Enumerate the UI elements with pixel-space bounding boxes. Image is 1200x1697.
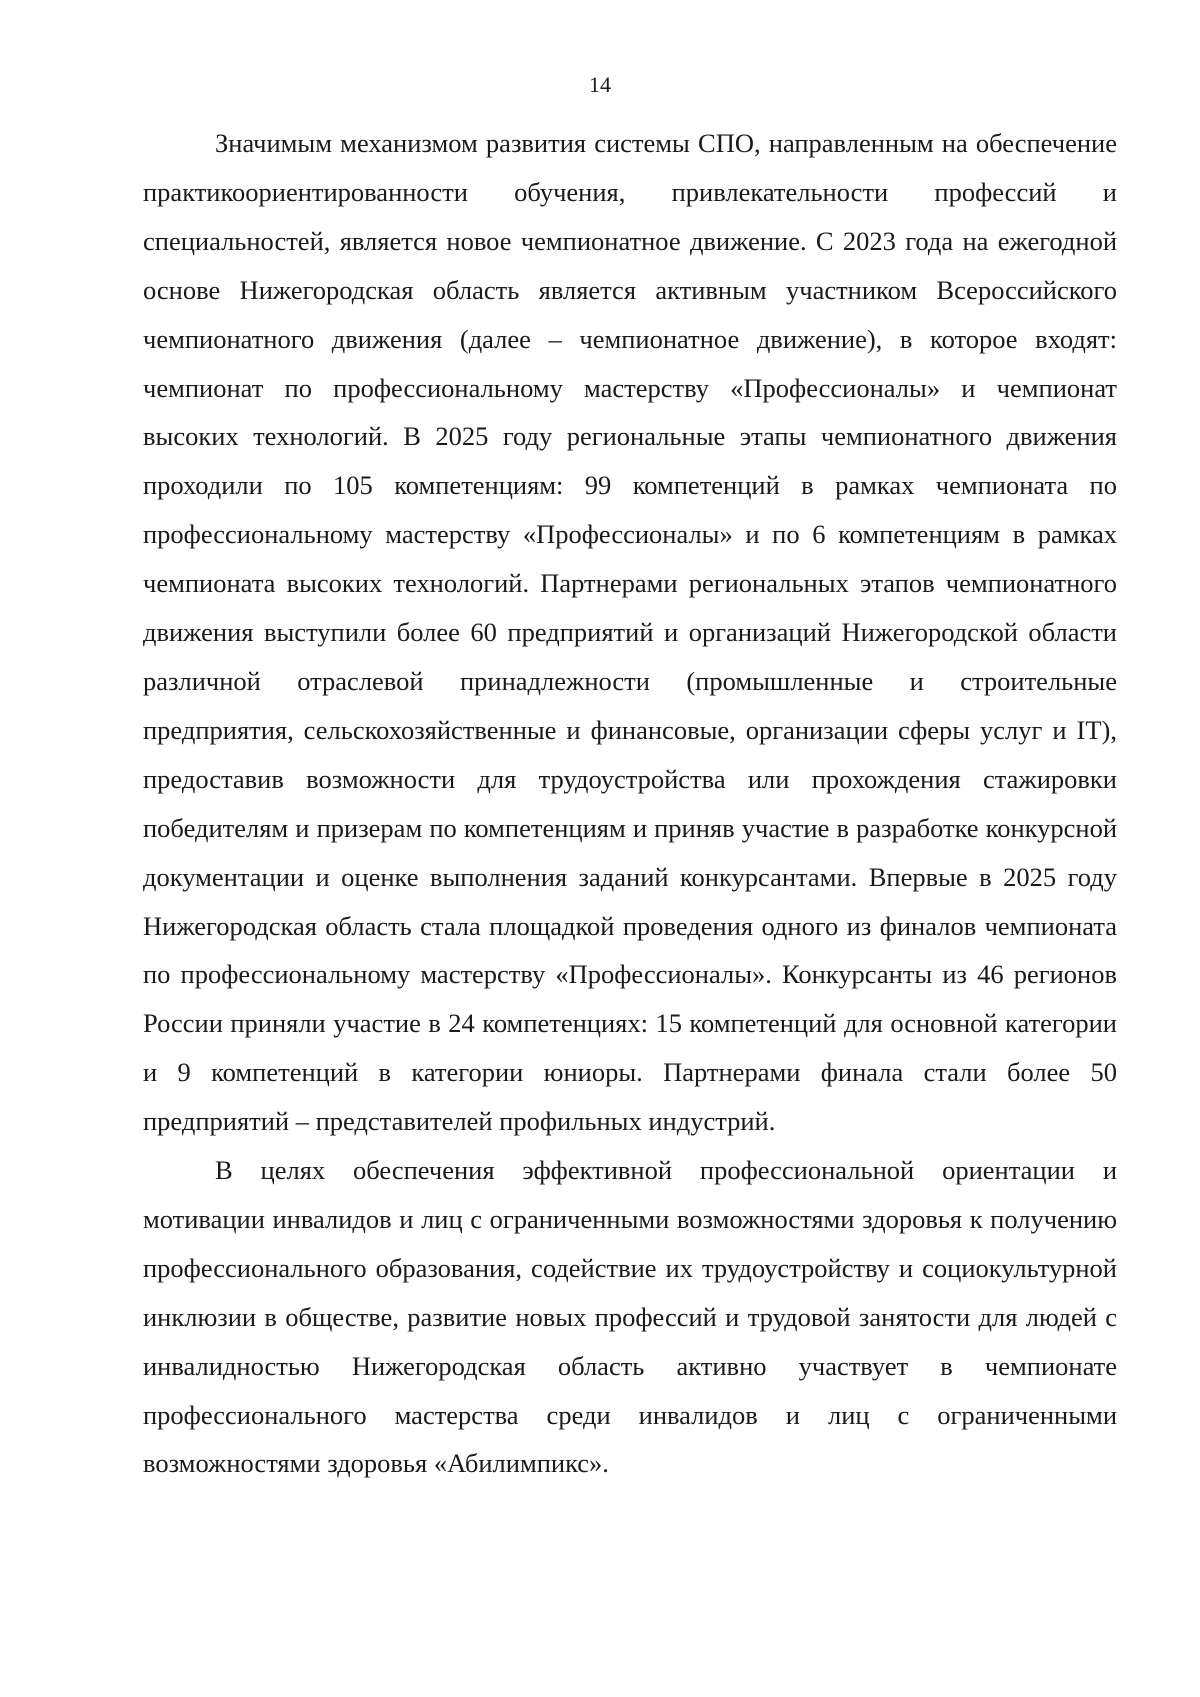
- body-text: [143, 119, 1117, 1488]
- paragraph-championship-movement: Значимым механизмом развития системы СПО, направленным на обеспечение практикоориентированности обучения, привлекательности профессий и специальностей, является новое чемпионатное движение. С 2023 года на ежегодной основе Нижегородская область является активным участником Всероссийского чемпионатного движения (далее – чемпионатное движение), в которое входят: чемпионат по профессиональному мастерству «Профессионалы» и чемпионат высоких технологий. В 2025 году региональные этапы чемпионатного движения проходили по 105 компетенциям: 99 компетенций в рамках чемпионата по профессиональному мастерству «Профессионалы» и по 6 компетенциям в рамках чемпионата высоких технологий. Партнерами региональных этапов чемпионатного движения выступили более 60 предприятий и организаций Нижегородской области различной отраслевой принадлежности (промышленные и строительные предприятия, сельскохозяйственные и финансовые, организации сферы услуг и IT), предоставив возможности для трудоустройства или прохождения стажировки победителям и призерам по компетенциям и приняв участие в разработке конкурсной документации и оценке выполнения заданий конкурсантами. Впервые в 2025 году Нижегородская область стала площадкой проведения одного из финалов чемпионата по профессиональному мастерству «Профессионалы». Конкурсанты из 46 регионов России приняли участие в 24 компетенциях: 15 компетенций для основной категории и 9 компетенций в категории юниоры. Партнерами финала стали более 50 предприятий – представителей профильных индустрий.: [143, 128, 1117, 1137]
- page-number: 14: [589, 72, 611, 97]
- paragraph-abilympics: В целях обеспечения эффективной профессиональной ориентации и мотивации инвалидов и лиц с ограниченными возможностями здоровья к получению профессионального образования, содействие их трудоустройству и социокультурной инклюзии в обществе, развитие новых профессий и трудовой занятости для людей с инвалидностью Нижегородская область активно участвует в чемпионате профессионального мастерства среди инвалидов и лиц с ограниченными возможностями здоровья «Абилимпикс».: [143, 1155, 1117, 1479]
